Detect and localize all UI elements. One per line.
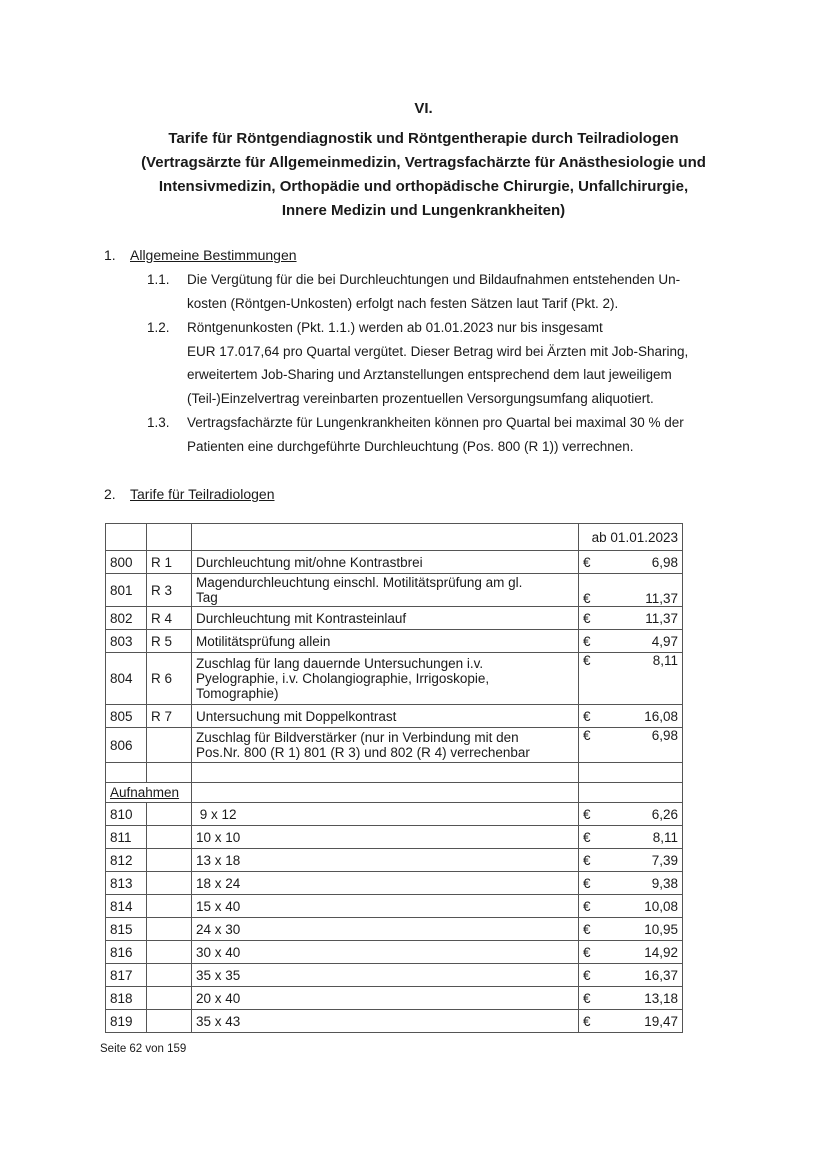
section-number: 1. [104,247,116,263]
euro-sign: € [583,898,591,914]
price-cell [579,987,683,1010]
description [192,551,579,574]
price-value: 11,37 [645,610,678,626]
price-value: 4,97 [651,633,678,649]
price-cell [579,705,683,728]
description-line: Tag [196,590,218,605]
pos-number: 804 [106,653,147,705]
price-cell [579,872,683,895]
price-cell [579,941,683,964]
table-row [106,574,683,607]
pos-number: 819 [106,1010,147,1033]
section-title: Allgemeine Bestimmungen [130,247,297,263]
film-size: 20 x 40 [192,987,579,1010]
section-2-heading [104,486,275,502]
price-value: 6,26 [651,806,678,822]
table-header-row [106,524,683,551]
price-value: 11,37 [645,591,678,606]
price-cell [579,607,683,630]
description [192,728,579,763]
pos-number: 810 [106,803,147,826]
section-title: Tarife für Teilradiologen [130,486,275,502]
price-value: 14,92 [644,944,678,960]
price-cell [579,964,683,987]
subsection-number: 1.2. [147,320,170,335]
table-row [106,551,683,574]
text-line: kosten (Röntgen-Unkosten) erfolgt nach festen Sätzen laut Tarif (Pkt. 2). [187,295,619,311]
description-line: Durchleuchtung mit Kontrasteinlauf [196,610,407,626]
price-value: 6,98 [651,554,678,570]
film-size: 10 x 10 [192,826,579,849]
section-row [106,783,683,803]
price-cell [579,653,683,705]
table-row [106,826,683,849]
price-value: 7,39 [651,852,678,868]
pos-number: 818 [106,987,147,1010]
price-cell [579,918,683,941]
price-value: 6,98 [651,728,678,743]
date-header: ab 01.01.2023 [579,524,683,551]
film-size: 15 x 40 [192,895,579,918]
pos-number: 801 [106,574,147,607]
empty-row [106,763,683,783]
description [192,630,579,653]
text-line: Patienten eine durchgeführte Durchleuchtung (Pos. 800 (R 1)) verrechnen. [187,438,634,454]
euro-sign: € [583,1013,591,1029]
subsection-1-2 [147,316,737,410]
price-value: 10,95 [644,921,678,937]
page-header [60,100,787,223]
description [192,607,579,630]
chapter-number: VI. [414,100,433,117]
r-code: R 3 [147,574,192,607]
subsection-1-3 [147,411,737,458]
subsection-1-1 [147,268,737,315]
table-row [106,803,683,826]
description [192,574,579,607]
subsection-number: 1.1. [147,272,170,287]
description-line: Magendurchleuchtung einschl. Motilitätsprüfung am gl. [196,575,523,590]
subsection-number: 1.3. [147,415,170,430]
r-code: R 5 [147,630,192,653]
price-cell [579,574,683,607]
text-line: (Teil-)Einzelvertrag vereinbarten prozentuellen Versorgungsumfang aliquotiert. [187,390,654,406]
film-size: 9 x 12 [192,803,579,826]
price-value: 10,08 [644,898,678,914]
table-row [106,941,683,964]
film-size: 35 x 35 [192,964,579,987]
tariff-table [105,523,683,1033]
table-row [106,895,683,918]
euro-sign: € [583,653,591,668]
price-cell [579,803,683,826]
euro-sign: € [583,852,591,868]
film-size: 24 x 30 [192,918,579,941]
price-cell [579,826,683,849]
euro-sign: € [583,921,591,937]
table-row [106,918,683,941]
price-cell [579,630,683,653]
pos-number: 811 [106,826,147,849]
euro-sign: € [583,591,591,606]
r-code: R 6 [147,653,192,705]
text-line: Die Vergütung für die bei Durchleuchtungen und Bildaufnahmen entstehenden Un- [187,272,681,287]
price-cell [579,728,683,763]
table-row [106,728,683,763]
price-value: 8,11 [652,653,678,668]
euro-sign: € [583,806,591,822]
pos-number: 815 [106,918,147,941]
price-value: 8,11 [652,829,678,845]
euro-sign: € [583,829,591,845]
price-cell [579,895,683,918]
table-row [106,705,683,728]
r-code: R 7 [147,705,192,728]
description [192,705,579,728]
euro-sign: € [583,875,591,891]
description-line: Pos.Nr. 800 (R 1) 801 (R 3) und 802 (R 4) verrechenbar [196,745,530,760]
pos-number: 816 [106,941,147,964]
euro-sign: € [583,990,591,1006]
pos-number: 802 [106,607,147,630]
title-line: Innere Medizin und Lungenkrankheiten) [281,202,566,219]
pos-number: 812 [106,849,147,872]
film-size: 35 x 43 [192,1010,579,1033]
price-value: 16,37 [644,967,678,983]
price-value: 16,08 [644,708,678,724]
price-value: 9,38 [651,875,678,891]
euro-sign: € [583,728,591,743]
pos-number: 817 [106,964,147,987]
text-line: Röntgenunkosten (Pkt. 1.1.) werden ab 01.01.2023 nur bis insgesamt [187,320,603,335]
price-cell [579,551,683,574]
table-row [106,849,683,872]
film-size: 30 x 40 [192,941,579,964]
title-line: (Vertragsärzte für Allgemeinmedizin, Vertragsfachärzte für Anästhesiologie und [141,154,706,171]
description-line: Zuschlag für lang dauernde Untersuchungen i.v. [196,656,484,671]
euro-sign: € [583,708,591,724]
euro-sign: € [583,967,591,983]
table-row [106,1010,683,1033]
section-1-heading [104,247,297,263]
pos-number: 805 [106,705,147,728]
description-line: Untersuchung mit Doppelkontrast [196,708,397,724]
table-row [106,872,683,895]
price-cell [579,849,683,872]
pos-number: 803 [106,630,147,653]
description-line: Pyelographie, i.v. Cholangiographie, Irrigoskopie, [196,671,490,686]
text-line: EUR 17.017,64 pro Quartal vergütet. Dieser Betrag wird bei Ärzten mit Job-Sharing, [187,343,689,359]
table-row [106,630,683,653]
text-line: erweitertem Job-Sharing und Arztanstellungen entsprechend dem laut jeweiligem [187,367,672,382]
table-row [106,964,683,987]
price-value: 13,18 [644,990,678,1006]
pos-number: 814 [106,895,147,918]
r-code: R 1 [147,551,192,574]
film-size: 18 x 24 [192,872,579,895]
description-line: Tomographie) [196,686,279,701]
title-line: Intensivmedizin, Orthopädie und orthopädische Chirurgie, Unfallchirurgie, [158,178,689,195]
description [192,653,579,705]
film-size: 13 x 18 [192,849,579,872]
pos-number: 813 [106,872,147,895]
price-value: 19,47 [644,1013,678,1029]
price-cell [579,1010,683,1033]
description-line: Motilitätsprüfung allein [196,633,331,649]
euro-sign: € [583,944,591,960]
r-code: R 4 [147,607,192,630]
aufnahmen-label: Aufnahmen [110,785,180,800]
table-row [106,987,683,1010]
euro-sign: € [583,610,591,626]
text-line: Vertragsfachärzte für Lungenkrankheiten können pro Quartal bei maximal 30 % der [187,415,684,430]
pos-number: 806 [106,728,147,763]
r-code [147,728,192,763]
page-footer: Seite 62 von 159 [100,1043,187,1055]
euro-sign: € [583,554,591,570]
title-line: Tarife für Röntgendiagnostik und Röntgentherapie durch Teilradiologen [168,130,679,147]
euro-sign: € [583,633,591,649]
description-line: Durchleuchtung mit/ohne Kontrastbrei [196,554,423,570]
table-row [106,653,683,705]
section-number: 2. [104,486,116,502]
description-line: Zuschlag für Bildverstärker (nur in Verbindung mit den [196,730,519,745]
pos-number: 800 [106,551,147,574]
table-row [106,607,683,630]
